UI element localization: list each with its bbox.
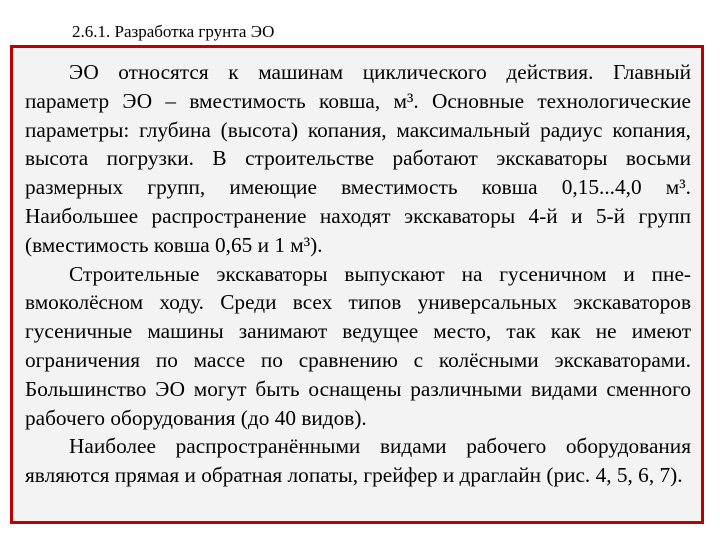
paragraph-excavator-chassis: Строительные экскаваторы выпускают на гусеничном и пневмоколёсном ходу. Среди всех типов универсальных экскаваторов гусеничные машины занимают ведущее место, так как не имеют ограничения по массе по сравнению с колёсными экскаваторами. Большинство ЭО могут быть оснащены различными видами сменного рабочего оборудования (до 40 видов). bbox=[25, 261, 691, 430]
paragraph-working-equipment: Наиболее распространёнными видами рабочего оборудования являются прямая и обратная лопаты, грейфер и драглайн (рис. 4, 5, 6, 7). bbox=[25, 434, 691, 488]
paragraph-excavator-parameters: ЭО относятся к машинам циклического действия. Главный параметр ЭО – вместимость ковша, м³. Основные технологические параметры: глубина (высота) копания, максимальный радиус копания, высота погрузки. В строительстве работают экскаваторы восьми размерных групп, имеющие вместимость ковша 0,15...4,0 м³. Наибольшее распространение находят экскаваторы 4-й и 5-й групп (вместимость ковша 0,65 и 1 м³). bbox=[25, 60, 691, 257]
section-heading: 2.6.1. Разработка грунта ЭО bbox=[72, 22, 275, 41]
text-frame bbox=[10, 45, 704, 524]
